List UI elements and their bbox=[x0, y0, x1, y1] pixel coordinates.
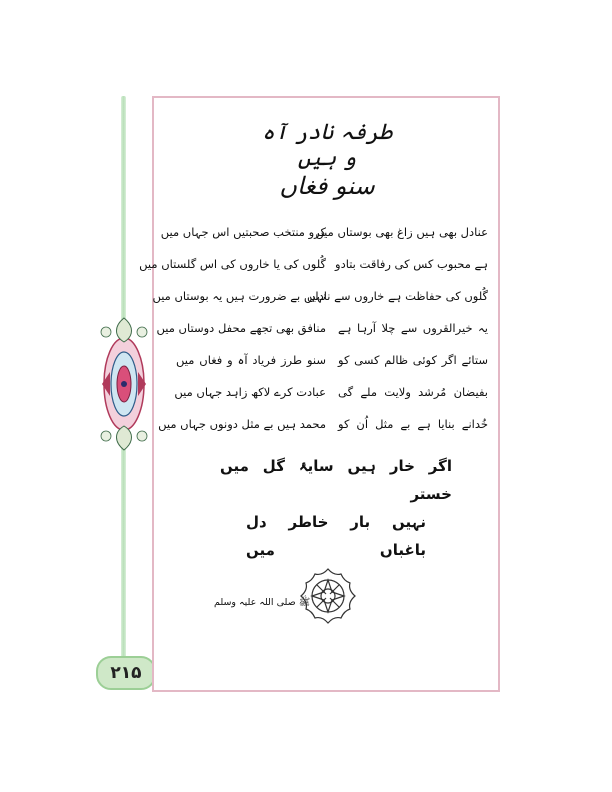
verse-row bbox=[166, 350, 488, 382]
verse-first-hemistich: بفیضان مُرشد ولایت ملے گی bbox=[338, 385, 488, 399]
verse-second-hemistich: نہیں بے ضرورت ہیں یہ بوستاں میں bbox=[152, 289, 326, 303]
verse-first-hemistich: عنادل بھی ہیں زاغ بھی بوستاں میں bbox=[315, 225, 488, 239]
title-line-2: سنو فغاں bbox=[279, 172, 375, 200]
verse-second-hemistich: سنو طرز فریاد آہ و فغاں میں bbox=[176, 353, 326, 367]
verse-first-hemistich: یہ خیرالقروں سے چلا آرہا ہے bbox=[338, 321, 488, 335]
medallion-icon bbox=[298, 566, 358, 626]
verse-second-hemistich: منافق بھی تجھے محفل دوستاں میں bbox=[156, 321, 326, 335]
poem-title bbox=[261, 120, 392, 200]
verse-first-hemistich: گُلوں کی حفاظت ہے خاروں سے ناداں bbox=[306, 289, 488, 303]
page-number-badge bbox=[96, 656, 156, 690]
verse-row bbox=[158, 414, 488, 446]
verse-second-hemistich: عبادت کرے لاکھ زاہد جہاں میں bbox=[174, 385, 326, 399]
title-line-1: طرفہ نادر آہ و ہیں bbox=[261, 120, 392, 171]
verse-second-hemistich: کرو منتخب صحبتیں اس جہاں میں bbox=[160, 225, 326, 239]
verse-row bbox=[139, 254, 488, 286]
couplet-line-1: اگر خار ہیں سایۂ گل میں خستر bbox=[220, 457, 452, 503]
verse-first-hemistich: ہے محبوب کس کی رفاقت بتادو bbox=[335, 257, 488, 271]
couplet-line-2: نہیں بار خاطر دل باغباں میں bbox=[246, 513, 426, 559]
verses-block bbox=[139, 222, 488, 446]
page-number: ۲۱۵ bbox=[110, 663, 142, 683]
verse-first-hemistich: خُدانے بنایا ہے بے مثل اُن کو bbox=[338, 417, 488, 431]
footnote-salawat: ﷺ صلی اللہ علیہ وسلم bbox=[214, 597, 311, 608]
verse-row bbox=[152, 286, 488, 318]
verse-row bbox=[160, 222, 488, 254]
verse-row bbox=[156, 318, 488, 350]
closing-couplet bbox=[220, 452, 452, 564]
verse-first-hemistich: ستائے اگر کوئی ظالم کسی کو bbox=[338, 353, 488, 367]
floral-ornament-icon bbox=[96, 312, 152, 456]
verse-second-hemistich: گُلوں کی یا خاروں کی اس گلستاں میں bbox=[139, 257, 326, 271]
verse-second-hemistich: محمد ہیں بے مثل دونوں جہاں میں bbox=[158, 417, 326, 431]
verse-row bbox=[166, 382, 488, 414]
